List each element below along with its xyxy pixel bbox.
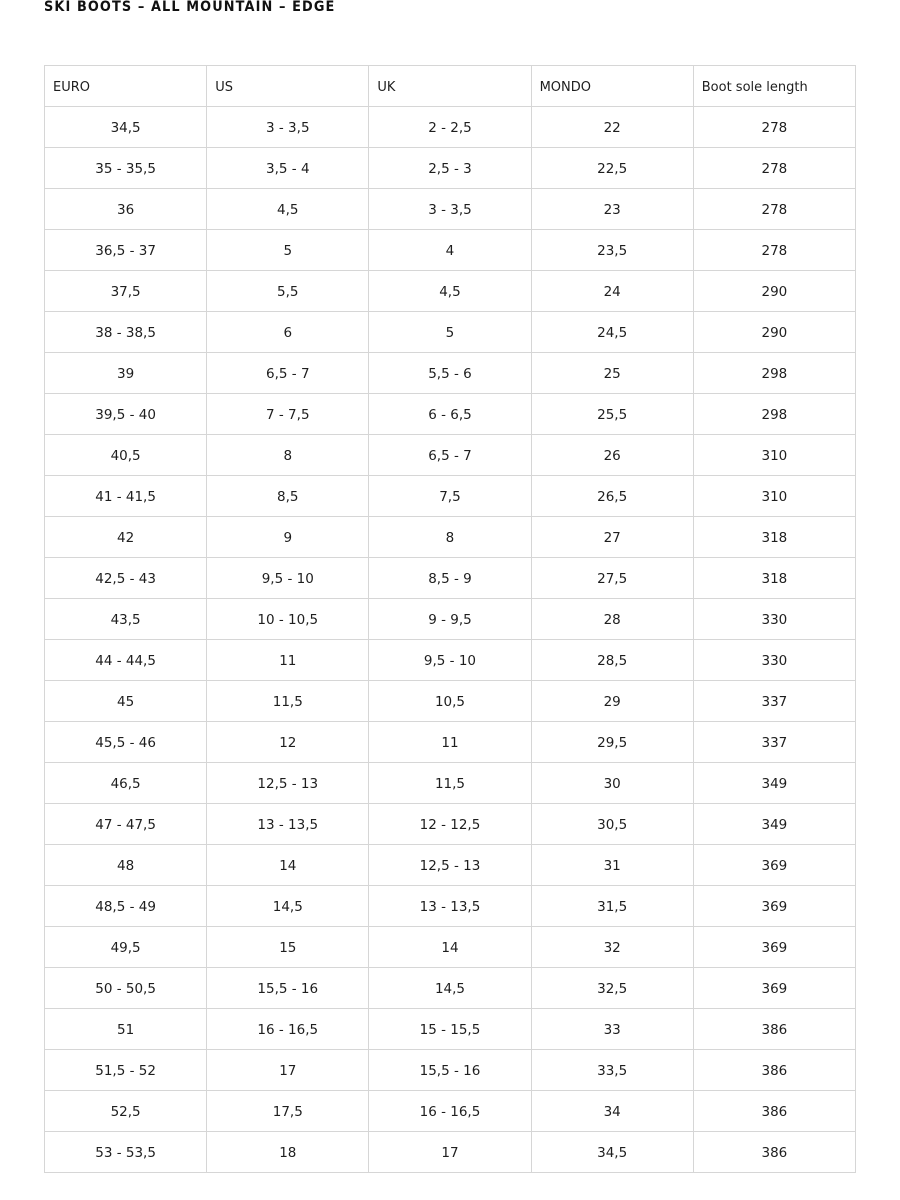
cell-boot-sole-length: 369 — [693, 968, 855, 1009]
cell-us: 6 — [207, 312, 369, 353]
cell-uk: 8 — [369, 517, 531, 558]
cell-mondo: 27,5 — [531, 558, 693, 599]
table-row — [45, 353, 856, 394]
table-row — [45, 804, 856, 845]
table-row — [45, 1009, 856, 1050]
cell-boot-sole-length: 278 — [693, 107, 855, 148]
cell-boot-sole-length: 310 — [693, 435, 855, 476]
table-row — [45, 1132, 856, 1173]
cell-uk: 7,5 — [369, 476, 531, 517]
cell-euro: 48 — [45, 845, 207, 886]
cell-us: 9 — [207, 517, 369, 558]
cell-us: 4,5 — [207, 189, 369, 230]
cell-uk: 5 — [369, 312, 531, 353]
cell-us: 17 — [207, 1050, 369, 1091]
table-row — [45, 558, 856, 599]
cell-uk: 11,5 — [369, 763, 531, 804]
cell-us: 7 - 7,5 — [207, 394, 369, 435]
cell-us: 3,5 - 4 — [207, 148, 369, 189]
cell-euro: 51,5 - 52 — [45, 1050, 207, 1091]
cell-euro: 45,5 - 46 — [45, 722, 207, 763]
cell-mondo: 29,5 — [531, 722, 693, 763]
table-body — [45, 107, 856, 1173]
cell-boot-sole-length: 330 — [693, 599, 855, 640]
cell-boot-sole-length: 278 — [693, 230, 855, 271]
cell-uk: 14 — [369, 927, 531, 968]
cell-us: 11,5 — [207, 681, 369, 722]
cell-us: 5 — [207, 230, 369, 271]
cell-mondo: 31 — [531, 845, 693, 886]
cell-uk: 17 — [369, 1132, 531, 1173]
cell-boot-sole-length: 386 — [693, 1091, 855, 1132]
cell-uk: 10,5 — [369, 681, 531, 722]
cell-mondo: 28,5 — [531, 640, 693, 681]
cell-us: 12 — [207, 722, 369, 763]
cell-euro: 41 - 41,5 — [45, 476, 207, 517]
cell-euro: 49,5 — [45, 927, 207, 968]
table-row — [45, 230, 856, 271]
cell-euro: 34,5 — [45, 107, 207, 148]
cell-uk: 2,5 - 3 — [369, 148, 531, 189]
cell-euro: 48,5 - 49 — [45, 886, 207, 927]
table-row — [45, 640, 856, 681]
cell-mondo: 33,5 — [531, 1050, 693, 1091]
cell-boot-sole-length: 369 — [693, 845, 855, 886]
cell-euro: 37,5 — [45, 271, 207, 312]
cell-euro: 39 — [45, 353, 207, 394]
cell-us: 5,5 — [207, 271, 369, 312]
cell-us: 3 - 3,5 — [207, 107, 369, 148]
cell-us: 14 — [207, 845, 369, 886]
column-header-uk: UK — [369, 66, 531, 107]
cell-euro: 43,5 — [45, 599, 207, 640]
table-row — [45, 435, 856, 476]
cell-uk: 9 - 9,5 — [369, 599, 531, 640]
cell-euro: 44 - 44,5 — [45, 640, 207, 681]
cell-us: 16 - 16,5 — [207, 1009, 369, 1050]
cell-uk: 13 - 13,5 — [369, 886, 531, 927]
cell-us: 15,5 - 16 — [207, 968, 369, 1009]
cell-mondo: 29 — [531, 681, 693, 722]
cell-mondo: 22,5 — [531, 148, 693, 189]
cell-euro: 38 - 38,5 — [45, 312, 207, 353]
cell-mondo: 34 — [531, 1091, 693, 1132]
size-chart-table — [44, 65, 856, 1173]
cell-boot-sole-length: 386 — [693, 1009, 855, 1050]
cell-mondo: 34,5 — [531, 1132, 693, 1173]
cell-euro: 51 — [45, 1009, 207, 1050]
page-title: SKI BOOTS – ALL MOUNTAIN – EDGE — [44, 0, 336, 15]
cell-mondo: 28 — [531, 599, 693, 640]
cell-euro: 35 - 35,5 — [45, 148, 207, 189]
cell-boot-sole-length: 290 — [693, 312, 855, 353]
cell-mondo: 22 — [531, 107, 693, 148]
cell-uk: 15 - 15,5 — [369, 1009, 531, 1050]
cell-mondo: 25,5 — [531, 394, 693, 435]
cell-us: 9,5 - 10 — [207, 558, 369, 599]
cell-uk: 14,5 — [369, 968, 531, 1009]
cell-us: 17,5 — [207, 1091, 369, 1132]
cell-uk: 8,5 - 9 — [369, 558, 531, 599]
cell-euro: 45 — [45, 681, 207, 722]
cell-euro: 52,5 — [45, 1091, 207, 1132]
table-row — [45, 148, 856, 189]
cell-boot-sole-length: 337 — [693, 681, 855, 722]
cell-euro: 46,5 — [45, 763, 207, 804]
cell-euro: 36 — [45, 189, 207, 230]
cell-us: 18 — [207, 1132, 369, 1173]
cell-uk: 6,5 - 7 — [369, 435, 531, 476]
cell-boot-sole-length: 298 — [693, 353, 855, 394]
cell-mondo: 30 — [531, 763, 693, 804]
header-row — [45, 66, 856, 107]
table-row — [45, 968, 856, 1009]
cell-boot-sole-length: 290 — [693, 271, 855, 312]
table-row — [45, 312, 856, 353]
cell-mondo: 26,5 — [531, 476, 693, 517]
cell-uk: 2 - 2,5 — [369, 107, 531, 148]
cell-mondo: 23 — [531, 189, 693, 230]
cell-us: 8,5 — [207, 476, 369, 517]
column-header-us: US — [207, 66, 369, 107]
cell-us: 13 - 13,5 — [207, 804, 369, 845]
column-header-euro: EURO — [45, 66, 207, 107]
table-row — [45, 517, 856, 558]
cell-boot-sole-length: 349 — [693, 804, 855, 845]
cell-uk: 4,5 — [369, 271, 531, 312]
cell-boot-sole-length: 298 — [693, 394, 855, 435]
cell-mondo: 27 — [531, 517, 693, 558]
cell-euro: 53 - 53,5 — [45, 1132, 207, 1173]
cell-us: 15 — [207, 927, 369, 968]
table-row — [45, 107, 856, 148]
table-header — [45, 66, 856, 107]
column-header-mondo: MONDO — [531, 66, 693, 107]
table-row — [45, 394, 856, 435]
cell-boot-sole-length: 330 — [693, 640, 855, 681]
cell-uk: 15,5 - 16 — [369, 1050, 531, 1091]
cell-boot-sole-length: 386 — [693, 1132, 855, 1173]
cell-boot-sole-length: 318 — [693, 517, 855, 558]
cell-boot-sole-length: 318 — [693, 558, 855, 599]
table-row — [45, 476, 856, 517]
table-row — [45, 599, 856, 640]
cell-mondo: 24 — [531, 271, 693, 312]
cell-boot-sole-length: 349 — [693, 763, 855, 804]
cell-euro: 36,5 - 37 — [45, 230, 207, 271]
cell-euro: 47 - 47,5 — [45, 804, 207, 845]
cell-mondo: 26 — [531, 435, 693, 476]
table-row — [45, 1050, 856, 1091]
cell-mondo: 24,5 — [531, 312, 693, 353]
cell-boot-sole-length: 386 — [693, 1050, 855, 1091]
cell-boot-sole-length: 310 — [693, 476, 855, 517]
cell-boot-sole-length: 369 — [693, 886, 855, 927]
cell-mondo: 33 — [531, 1009, 693, 1050]
cell-boot-sole-length: 369 — [693, 927, 855, 968]
cell-uk: 3 - 3,5 — [369, 189, 531, 230]
cell-us: 6,5 - 7 — [207, 353, 369, 394]
cell-us: 8 — [207, 435, 369, 476]
cell-uk: 12 - 12,5 — [369, 804, 531, 845]
table-row — [45, 722, 856, 763]
table-row — [45, 845, 856, 886]
cell-us: 12,5 - 13 — [207, 763, 369, 804]
cell-uk: 16 - 16,5 — [369, 1091, 531, 1132]
table-row — [45, 927, 856, 968]
cell-euro: 39,5 - 40 — [45, 394, 207, 435]
cell-uk: 4 — [369, 230, 531, 271]
cell-us: 11 — [207, 640, 369, 681]
cell-mondo: 30,5 — [531, 804, 693, 845]
cell-mondo: 23,5 — [531, 230, 693, 271]
table-row — [45, 271, 856, 312]
cell-boot-sole-length: 278 — [693, 189, 855, 230]
cell-uk: 12,5 - 13 — [369, 845, 531, 886]
cell-euro: 42,5 - 43 — [45, 558, 207, 599]
cell-euro: 50 - 50,5 — [45, 968, 207, 1009]
cell-boot-sole-length: 337 — [693, 722, 855, 763]
table-row — [45, 681, 856, 722]
cell-boot-sole-length: 278 — [693, 148, 855, 189]
cell-us: 14,5 — [207, 886, 369, 927]
cell-mondo: 25 — [531, 353, 693, 394]
table-row — [45, 763, 856, 804]
cell-mondo: 31,5 — [531, 886, 693, 927]
cell-us: 10 - 10,5 — [207, 599, 369, 640]
cell-uk: 11 — [369, 722, 531, 763]
cell-uk: 6 - 6,5 — [369, 394, 531, 435]
cell-mondo: 32 — [531, 927, 693, 968]
table-row — [45, 189, 856, 230]
table-row — [45, 1091, 856, 1132]
cell-uk: 5,5 - 6 — [369, 353, 531, 394]
cell-uk: 9,5 - 10 — [369, 640, 531, 681]
cell-euro: 42 — [45, 517, 207, 558]
cell-euro: 40,5 — [45, 435, 207, 476]
cell-mondo: 32,5 — [531, 968, 693, 1009]
column-header-boot-sole-length: Boot sole length — [693, 66, 855, 107]
table-row — [45, 886, 856, 927]
